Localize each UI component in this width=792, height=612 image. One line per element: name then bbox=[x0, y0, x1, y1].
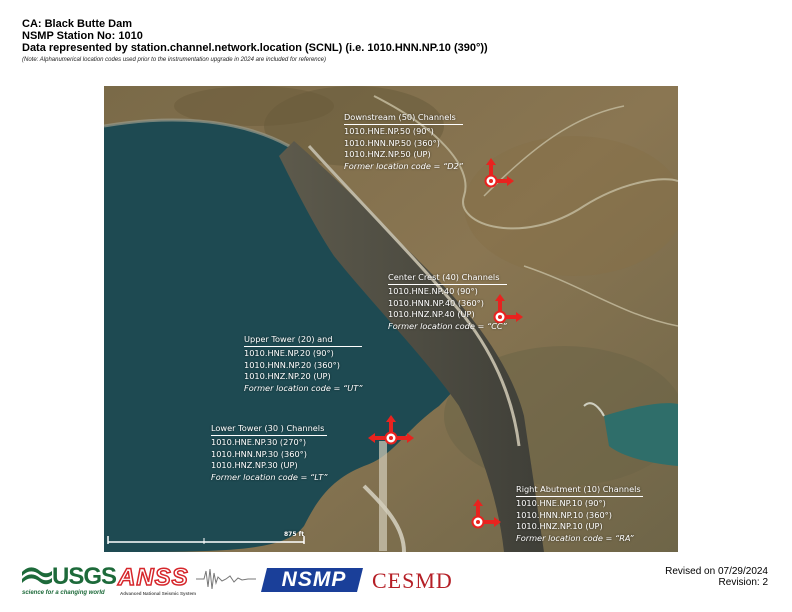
scale-bar-label: 875 ft bbox=[284, 531, 305, 538]
downstream-label bbox=[344, 112, 463, 173]
sensor-marker-icon[interactable] bbox=[368, 415, 414, 461]
channel-line: 1010.HNN.NP.20 (360°) bbox=[244, 359, 340, 370]
channel-line: 1010.HNZ.NP.20 (UP) bbox=[244, 371, 331, 382]
site-title: CA: Black Butte Dam bbox=[22, 18, 133, 30]
former-code: Former location code = “LT” bbox=[211, 472, 328, 483]
arrow-east-icon bbox=[495, 176, 514, 186]
channel-line: 1010.HNE.NP.30 (270°) bbox=[211, 436, 307, 447]
anss-tagline: Advanced National Seismic System bbox=[120, 591, 197, 596]
revised-date: Revised on 07/29/2024 bbox=[665, 566, 768, 577]
channel-line: 1010.HNE.NP.50 (90°) bbox=[344, 125, 434, 136]
center-crest-label bbox=[388, 272, 507, 333]
channel-line: 1010.HNE.NP.10 (90°) bbox=[516, 497, 606, 508]
revision-number: Revision: 2 bbox=[718, 577, 768, 588]
usgs-wordmark: USGS bbox=[52, 563, 117, 590]
channel-line: 1010.HNN.NP.10 (360°) bbox=[516, 509, 612, 520]
arrow-east-icon bbox=[482, 517, 501, 527]
arrow-west-icon bbox=[368, 433, 387, 443]
upper-tower-title: Upper Tower (20) and bbox=[244, 334, 362, 347]
channel-line: 1010.HNN.NP.30 (360°) bbox=[211, 448, 307, 459]
arrow-east-icon bbox=[395, 433, 414, 443]
anss-wordmark: ANSS bbox=[118, 564, 189, 591]
channel-line: 1010.HNZ.NP.50 (UP) bbox=[344, 149, 431, 160]
anss-logo bbox=[118, 565, 258, 601]
former-code: Former location code = “CC” bbox=[388, 321, 507, 332]
former-code: Former location code = “UT” bbox=[244, 383, 363, 394]
lower-tower-label bbox=[211, 423, 327, 484]
right-abutment-title: Right Abutment (10) Channels bbox=[516, 484, 643, 497]
revision-info bbox=[665, 566, 768, 588]
usgs-logo bbox=[22, 563, 117, 600]
usgs-tagline: science for a changing world bbox=[22, 590, 105, 596]
header bbox=[22, 18, 488, 64]
channel-line: 1010.HNE.NP.40 (90°) bbox=[388, 285, 478, 296]
usgs-wave-icon bbox=[22, 566, 52, 588]
channel-line: 1010.HNZ.NP.40 (UP) bbox=[388, 309, 475, 320]
former-code: Former location code = “D2” bbox=[344, 161, 463, 172]
location-code-note: (Note: Alphanumerical location codes used prior to the instrumentation upgrade in 2024 are included for reference) bbox=[22, 57, 326, 63]
nsmp-wordmark: NSMP bbox=[281, 568, 347, 591]
downstream-title: Downstream (50) Channels bbox=[344, 112, 463, 125]
center-crest-title: Center Crest (40) Channels bbox=[388, 272, 507, 285]
channel-line: 1010.HNZ.NP.10 (UP) bbox=[516, 521, 603, 532]
scnl-description: Data represented by station.channel.network.location (SCNL) (i.e. 1010.HNN.NP.10 (390°)) bbox=[22, 42, 488, 54]
right-abutment-label bbox=[516, 484, 643, 545]
channel-line: 1010.HNN.NP.50 (360°) bbox=[344, 137, 440, 148]
lower-tower-title: Lower Tower (30 ) Channels bbox=[211, 423, 327, 436]
former-code: Former location code = “RA” bbox=[516, 533, 634, 544]
channel-line: 1010.HNN.NP.40 (360°) bbox=[388, 297, 484, 308]
seismogram-icon bbox=[196, 567, 256, 591]
station-number: NSMP Station No: 1010 bbox=[22, 30, 143, 42]
channel-line: 1010.HNE.NP.20 (90°) bbox=[244, 347, 334, 358]
cesmd-logo: CESMD bbox=[372, 568, 453, 593]
sensor-marker-icon[interactable] bbox=[455, 499, 501, 545]
upper-tower-label bbox=[244, 334, 362, 395]
sensor-marker-icon[interactable] bbox=[468, 158, 514, 204]
nsmp-logo bbox=[264, 568, 364, 598]
aerial-map bbox=[104, 86, 678, 552]
channel-line: 1010.HNZ.NP.30 (UP) bbox=[211, 460, 298, 471]
